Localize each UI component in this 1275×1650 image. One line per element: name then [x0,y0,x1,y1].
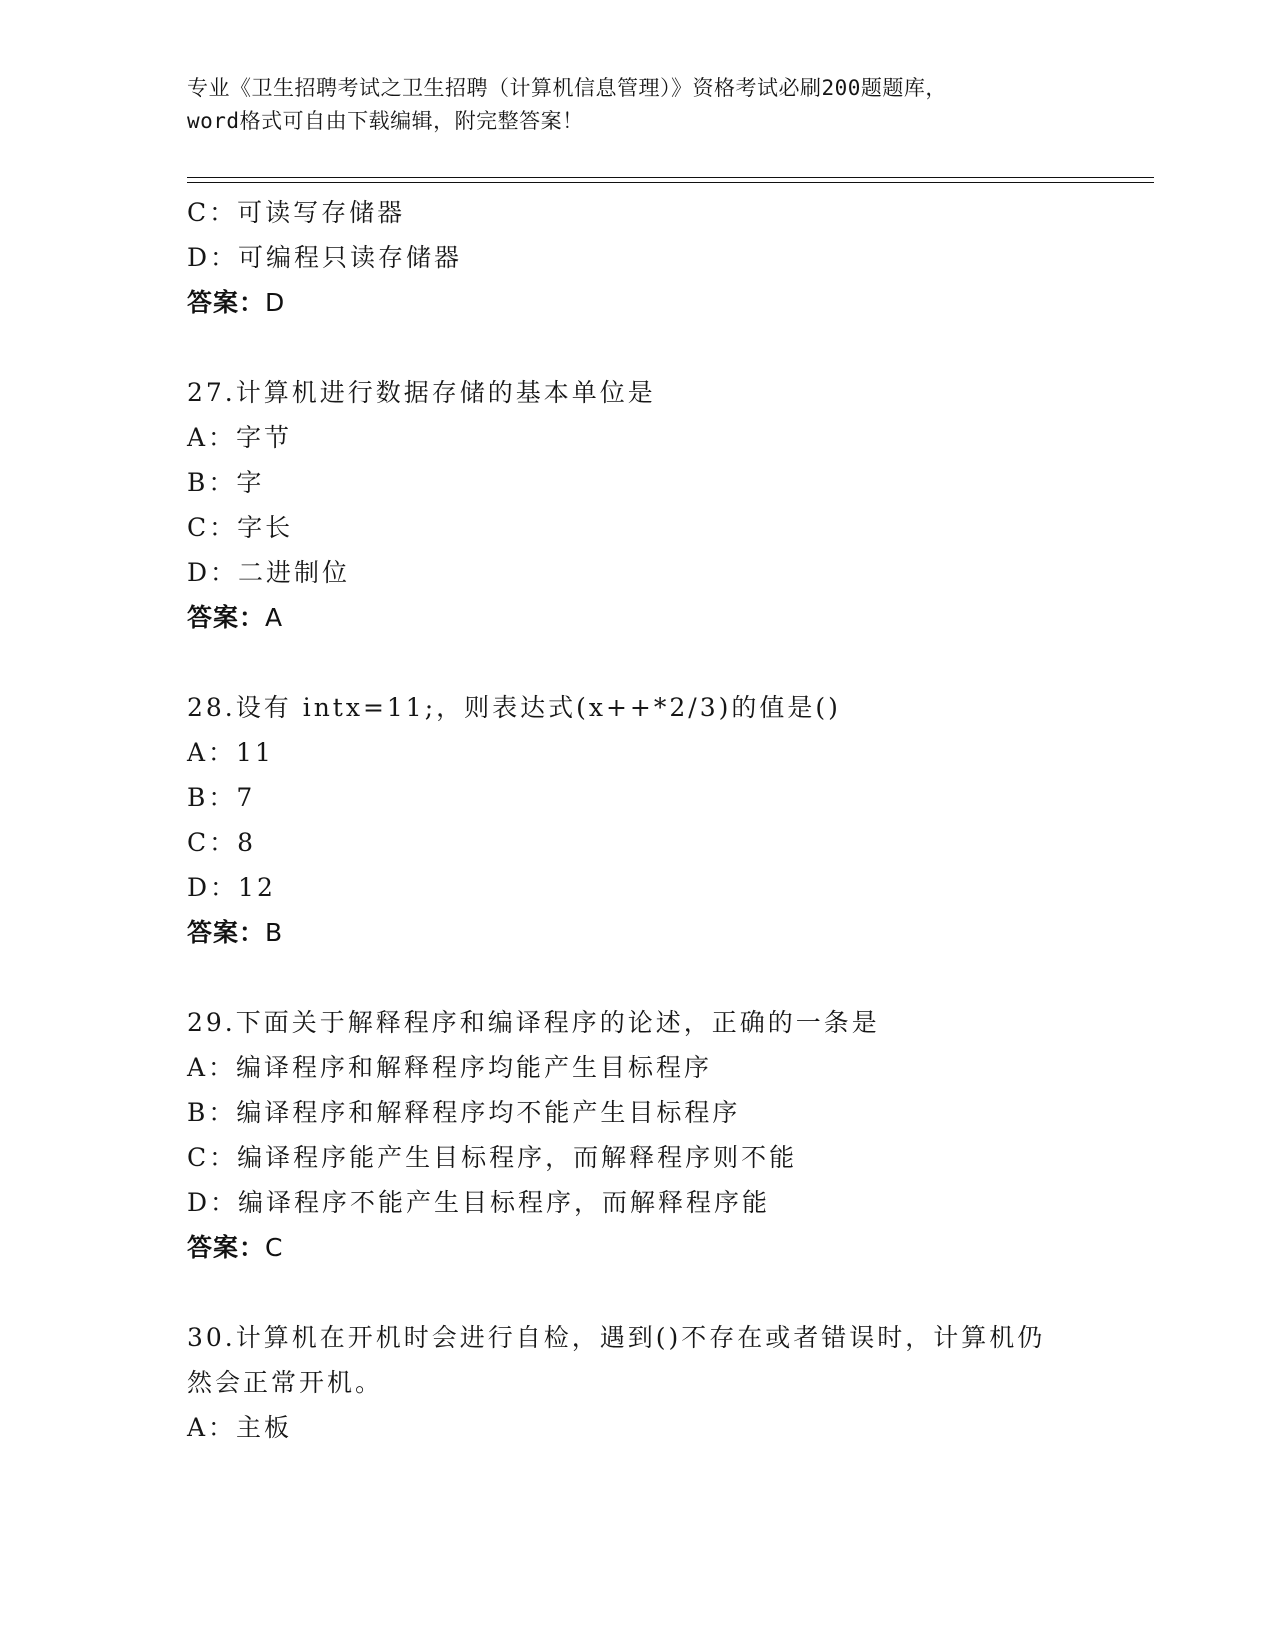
question-stem: 29.下面关于解释程序和编译程序的论述，正确的一条是 [187,1008,880,1037]
option-d: D：可编程只读存储器 [187,243,463,272]
question-stem: 28.设有 intx=11;，则表达式(x++*2/3)的值是() [187,693,841,722]
option-d: D：12 [187,873,276,902]
answer [187,598,283,634]
option-c: C：可读写存储器 [187,198,406,227]
option-b: B：字 [187,468,265,497]
header-divider-top [187,177,1154,178]
header-divider-bottom [187,182,1154,183]
option-c: C：编译程序能产生目标程序，而解释程序则不能 [187,1143,798,1172]
option-a: A：11 [187,738,274,767]
option-c: C：字长 [187,513,294,542]
answer-value: B [265,918,284,947]
answer [187,913,283,949]
answer-value: A [265,603,284,632]
option-a: A：字节 [187,423,293,452]
option-a: A：主板 [187,1413,293,1442]
question-stem-line-1: 30.计算机在开机时会进行自检，遇到()不存在或者错误时，计算机仍 [187,1323,1046,1352]
question-stem-line-2: 然会正常开机。 [187,1368,384,1397]
answer-label: 答案： [187,603,266,632]
question-stem: 27.计算机进行数据存储的基本单位是 [187,378,656,407]
document-header [187,72,1087,138]
answer-label: 答案： [187,288,266,317]
answer [187,1228,283,1264]
option-d: D：编译程序不能产生目标程序，而解释程序能 [187,1188,771,1217]
answer-value: C [265,1233,284,1262]
answer-label: 答案： [187,1233,266,1262]
option-b: B：7 [187,783,256,812]
header-line-1: 专业《卫生招聘考试之卫生招聘（计算机信息管理）》资格考试必刷200题题库， [187,76,947,100]
option-c: C：8 [187,828,257,857]
answer-label: 答案： [187,918,266,947]
option-a: A：编译程序和解释程序均能产生目标程序 [187,1053,713,1082]
header-line-2: word格式可自由下载编辑，附完整答案！ [187,109,584,133]
answer-value: D [265,288,286,317]
option-b: B：编译程序和解释程序均不能产生目标程序 [187,1098,741,1127]
option-d: D：二进制位 [187,558,351,587]
answer [187,283,285,319]
